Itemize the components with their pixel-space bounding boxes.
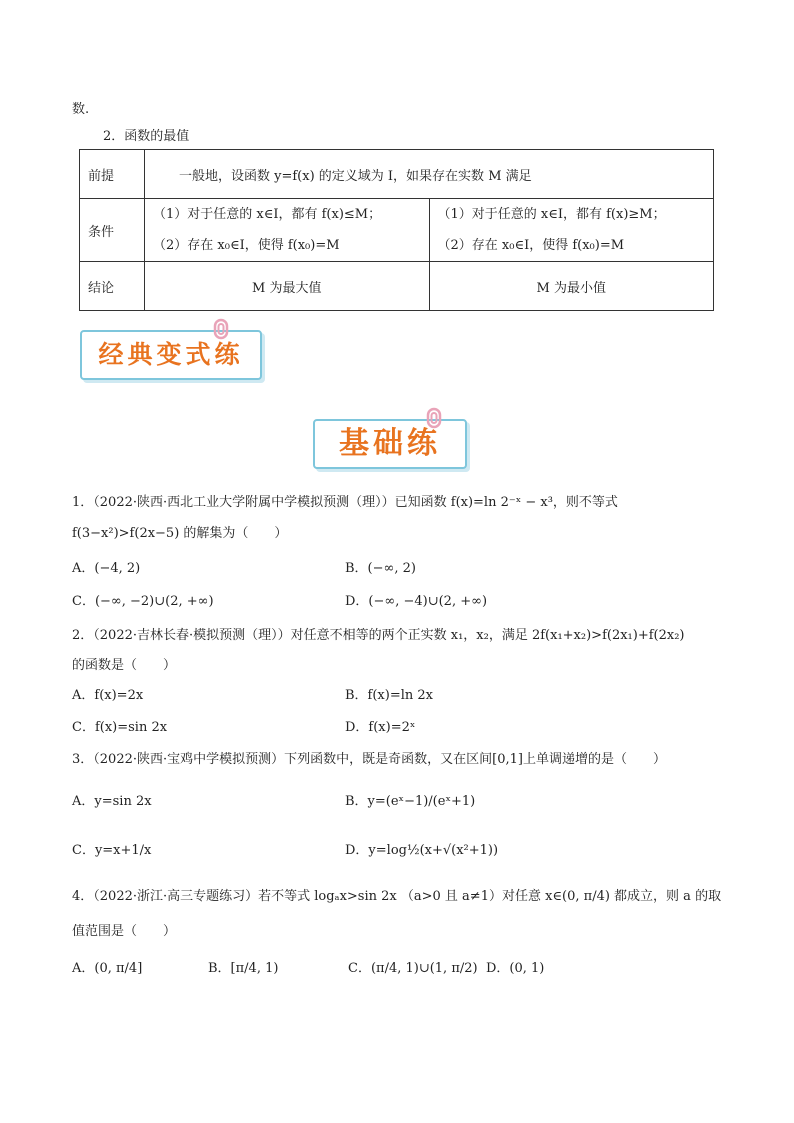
max-conditions [145,199,430,262]
question-1-stem-cont: f(3−x²)>f(2x−5) 的解集为（ ） [72,526,288,541]
min-conditions [429,199,714,262]
max-condition-1: （1）对于任意的 x∈I，都有 f(x)≤M； [153,207,382,222]
question-4-option-c: C．(π/4, 1)∪(1, π/2) [348,961,478,976]
question-3-option-c: C．y=x+1/x [72,843,152,858]
question-2-option-c: C．f(x)=sin 2x [72,720,168,735]
question-1-option-d: D．(−∞, −4)∪(2, +∞) [345,594,488,609]
max-conclusion: M 为最大值 [145,262,430,311]
basic-practice-badge: 基础练 [313,419,467,469]
question-1-option-c: C．(−∞, −2)∪(2, +∞) [72,594,214,609]
conclusion-label: 结论 [80,262,145,311]
question-1-option-b: B．(−∞, 2) [345,561,416,576]
question-4-stem-cont: 值范围是（ ） [72,924,177,939]
question-4-option-b: B．[π/4, 1) [208,961,279,976]
question-2-stem-cont: 的函数是（ ） [72,658,177,673]
section-title: 2．函数的最值 [103,129,190,144]
max-condition-2: （2）存在 x₀∈I，使得 f(x₀)=M [153,238,340,253]
question-4-option-d: D．(0, 1) [486,961,545,976]
table-row-conclusion [80,262,714,311]
question-1-option-a: A．(−4, 2) [72,561,141,576]
min-condition-2: （2）存在 x₀∈I，使得 f(x₀)=M [437,238,625,253]
min-condition-1: （1）对于任意的 x∈I，都有 f(x)≥M； [437,207,666,222]
condition-label: 条件 [80,199,145,262]
paper-clip-icon [425,407,443,429]
question-2-stem: 2．（2022·吉林长春·模拟预测（理））对任意不相等的两个正实数 x₁，x₂，满足 2f(x₁+x₂)>f(2x₁)+f(2x₂) [72,628,685,643]
question-4-option-a: A．(0, π/4] [72,961,143,976]
question-3-stem: 3．（2022·陕西·宝鸡中学模拟预测）下列函数中，既是奇函数，又在区间[0,1]上单调递增的是（ ） [72,752,666,767]
question-2-option-b: B．f(x)=ln 2x [345,688,433,703]
top-fragment-text: 数. [72,102,90,117]
paper-clip-icon [212,318,230,340]
question-1-stem: 1．（2022·陕西·西北工业大学附属中学模拟预测（理））已知函数 f(x)=ln 2⁻ˣ − x³，则不等式 [72,495,618,510]
question-3-option-d: D．y=log½(x+√(x²+1)) [345,843,499,858]
premise-label: 前提 [80,150,145,199]
question-3-option-a: A．y=sin 2x [72,794,152,809]
question-4-stem: 4．（2022·浙江·高三专题练习）若不等式 logₐx>sin 2x （a>0 且 a≠1）对任意 x∈(0, π/4) 都成立，则 a 的取 [72,889,722,904]
extremum-table [79,149,714,311]
table-row-condition [80,199,714,262]
question-3-option-b: B．y=(eˣ−1)/(eˣ+1) [345,794,476,809]
question-2-option-a: A．f(x)=2x [72,688,144,703]
premise-text: 一般地，设函数 y=f(x) 的定义域为 I，如果存在实数 M 满足 [145,150,714,199]
variant-practice-badge: 经典变式练 [80,330,262,380]
min-conclusion: M 为最小值 [429,262,714,311]
table-row-premise [80,150,714,199]
question-2-option-d: D．f(x)=2ˣ [345,720,416,735]
